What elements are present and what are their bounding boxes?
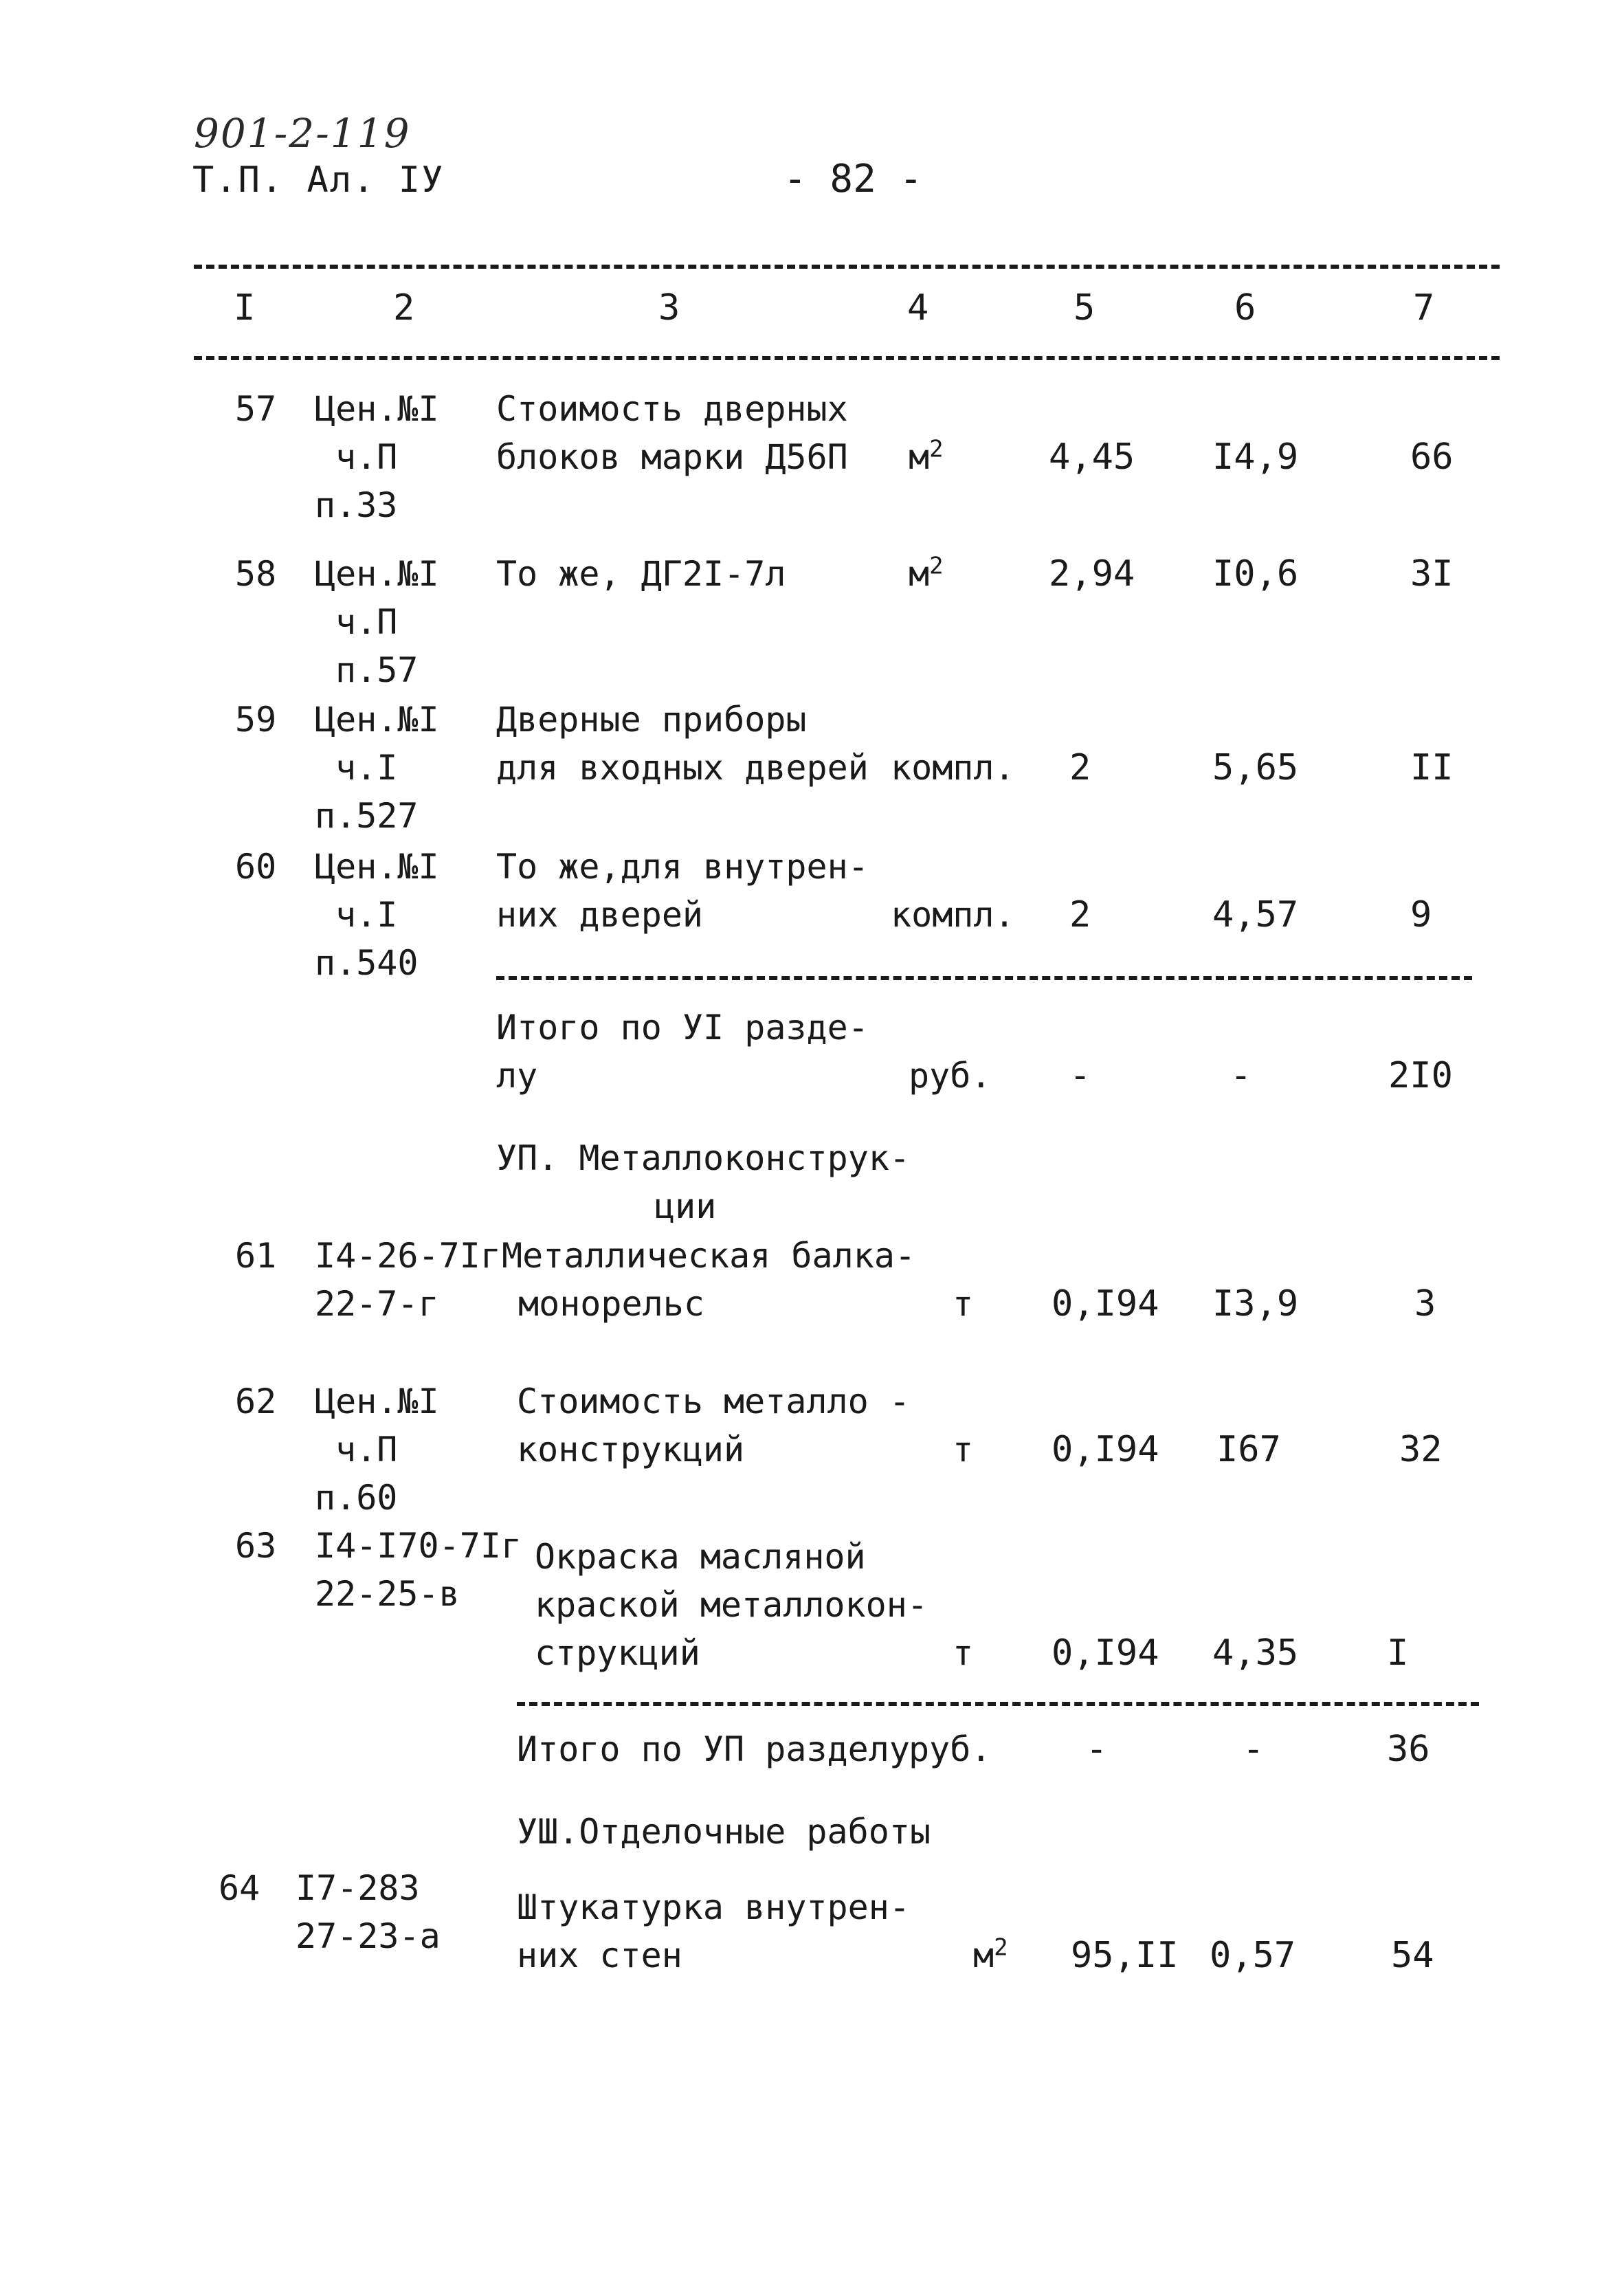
subtotal-vi-total: 2I0 (1388, 1055, 1453, 1096)
row-57-number: 57 (235, 389, 277, 429)
subtotal-rule-1 (496, 976, 1472, 980)
subtotal-vi-price: - (1230, 1055, 1252, 1096)
subtotal-vii-label: Итого по УП разделу (517, 1729, 910, 1769)
row-59-desc: Дверные приборы для входных дверей (496, 700, 869, 788)
row-60-desc: То же,для внутрен- них дверей (496, 847, 869, 935)
subtotal-vii-price: - (1243, 1729, 1265, 1770)
row-62-unit: т (953, 1430, 974, 1470)
subtotal-vii-total: 36 (1387, 1729, 1430, 1770)
row-58-desc: То же, ДГ2I-7л (496, 554, 786, 594)
subtotal-vi-qty: - (1069, 1055, 1091, 1096)
subtotal-vi-unit: руб. (909, 1056, 992, 1096)
row-58-qty: 2,94 (1049, 553, 1135, 595)
row-60-price: 4,57 (1212, 894, 1299, 935)
col-header-7: 7 (1413, 287, 1435, 329)
subtotal-rule-2 (517, 1702, 1479, 1706)
row-57-unit: $м^2$ (909, 435, 944, 477)
subtotal-vii-unit: руб. (909, 1729, 992, 1769)
row-64-ref: I7-283 27-23-а (296, 1868, 441, 1956)
row-60-ref: Цен.№I ч.I п.540 (315, 847, 439, 983)
row-58-price: I0,6 (1212, 553, 1299, 595)
row-61-number: 61 (235, 1236, 277, 1276)
handwritten-code: 901-2-119 (194, 110, 411, 157)
row-57-qty: 4,45 (1049, 436, 1135, 478)
row-62-desc: Стоимость металло - конструкций (517, 1382, 910, 1470)
row-62-number: 62 (235, 1382, 277, 1421)
col-header-6: 6 (1234, 287, 1256, 329)
subtotal-vi-label: Итого по УI разде- лу (496, 1008, 869, 1096)
row-63-total: I (1387, 1632, 1409, 1674)
row-59-unit: компл. (891, 748, 1015, 788)
row-61-unit: т (953, 1284, 974, 1324)
row-59-price: 5,65 (1212, 747, 1299, 788)
row-58-number: 58 (235, 554, 277, 594)
col-header-3: 3 (658, 287, 680, 329)
row-63-qty: 0,I94 (1052, 1632, 1159, 1674)
row-57-desc: Стоимость дверных блоков марки Д56П (496, 389, 848, 477)
row-59-total: II (1410, 747, 1454, 788)
row-57-total: 66 (1410, 436, 1454, 478)
row-59-number: 59 (235, 700, 277, 740)
col-header-1: I (234, 287, 256, 329)
row-64-total: 54 (1391, 1935, 1434, 1976)
row-64-price: 0,57 (1210, 1935, 1296, 1976)
row-63-unit: т (953, 1633, 974, 1673)
section-viii-title: УШ.Отделочные работы (517, 1812, 931, 1852)
col-header-4: 4 (907, 287, 929, 329)
row-61-price: I3,9 (1212, 1283, 1299, 1324)
row-64-number: 64 (219, 1868, 260, 1908)
row-61-total: 3 (1414, 1283, 1436, 1324)
row-60-unit: компл. (891, 895, 1015, 935)
row-57-price: I4,9 (1212, 436, 1299, 478)
row-61-qty: 0,I94 (1052, 1283, 1159, 1324)
row-57-ref: Цен.№I ч.П п.33 (315, 389, 439, 525)
row-62-price: I67 (1216, 1429, 1281, 1470)
row-63-number: 63 (235, 1526, 277, 1566)
row-64-desc: Штукатурка внутрен- них стен (517, 1887, 910, 1975)
row-58-unit: $м^2$ (909, 552, 944, 594)
header-rule (194, 356, 1500, 360)
row-58-ref: Цен.№I ч.П п.57 (315, 554, 439, 690)
row-62-qty: 0,I94 (1052, 1429, 1159, 1470)
row-59-qty: 2 (1069, 747, 1091, 788)
row-63-desc: Окраска масляной краской металлокон- струкций (535, 1537, 928, 1673)
row-60-total: 9 (1410, 894, 1432, 935)
row-59-ref: Цен.№I ч.I п.527 (315, 700, 439, 836)
row-63-ref: I4-I70-7Iг 22-25-в (315, 1526, 522, 1614)
row-62-ref: Цен.№I ч.П п.60 (315, 1382, 439, 1518)
page-number: - 82 - (783, 157, 923, 201)
series-label: Т.П. Ал. IУ (192, 159, 445, 201)
row-61-ref: I4-26-7Iг 22-7-г (315, 1236, 501, 1324)
row-60-qty: 2 (1069, 894, 1091, 935)
section-vii-title: УП. Металлоконструк- ции (496, 1138, 911, 1226)
top-rule (194, 265, 1500, 269)
subtotal-vii-qty: - (1086, 1729, 1108, 1770)
row-64-qty: 95,II (1071, 1935, 1179, 1976)
row-62-total: 32 (1399, 1429, 1443, 1470)
col-header-2: 2 (393, 287, 415, 329)
col-header-5: 5 (1074, 287, 1095, 329)
row-63-price: 4,35 (1212, 1632, 1299, 1674)
row-60-number: 60 (235, 847, 277, 887)
row-61-desc: Металлическая балка- монорельс (502, 1236, 916, 1324)
row-64-unit: $м^2$ (973, 1933, 1008, 1975)
row-58-total: 3I (1410, 553, 1454, 595)
